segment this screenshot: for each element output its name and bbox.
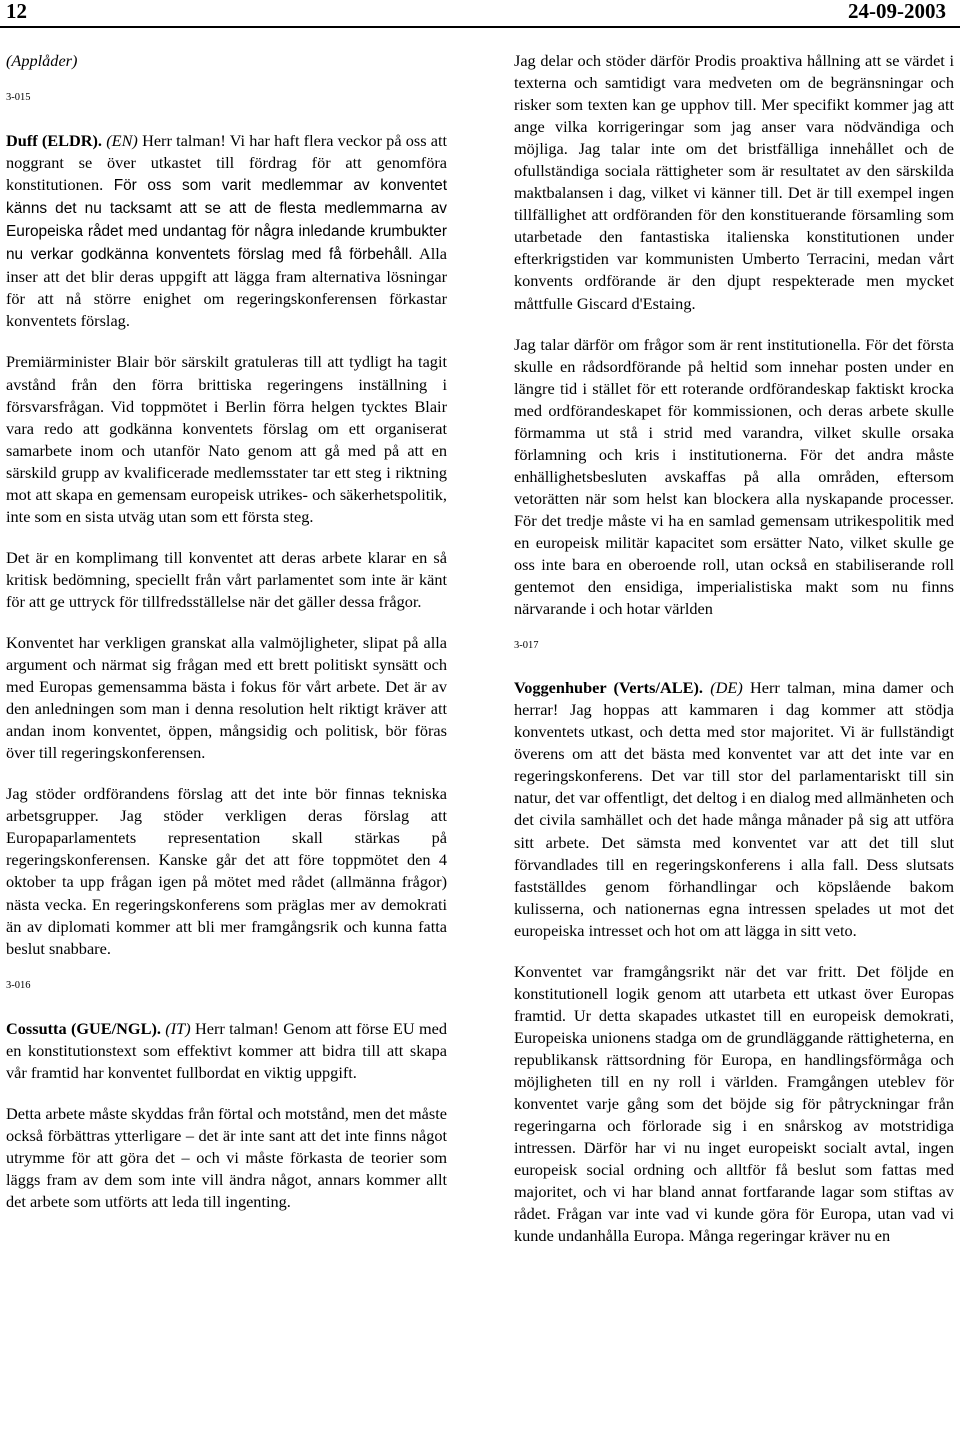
language-tag: (DE): [710, 678, 743, 698]
paragraph-blair: Premiärminister Blair bör särskilt gratuleras till att tydligt ha tagit avstånd från den förra brittiska regeringens inställning i försvarsfrågan. Vid toppmötet i Berlin förra helgen tycktes Blair vara redo att godkänna konventets förslag om ett organiserat samarbete inom och utanför Nato genom att gå med på att en särskild grupp av kvalificerade medlemsstater tar ett steg i riktning mot att skapa en gemensam europeisk utrikes- och säkerhetspolitik, inte som en sista utväg utan som ett första steg.: [6, 352, 447, 526]
speaker-name: Cossutta (GUE/NGL).: [6, 1018, 161, 1038]
speech-text: Herr talman! Genom att förse EU med en konstitutionstext som effektivt kommer att bidra till att skapa vår framtid har konventet fullbordat en viktig uppgift.: [6, 1018, 448, 1082]
page-header: [0, 0, 960, 28]
speech-ref-3-015: 3-015: [6, 92, 31, 104]
speaker-name: Duff (ELDR).: [6, 131, 102, 151]
cossutta-speech: [6, 1018, 447, 1084]
left-column: [6, 50, 447, 1232]
paragraph-options: Konventet har verkligen granskat alla valmöjligheter, slipat på alla argument och närmat sig frågan med ett brett politiskt synsätt och med Europas gemensamma bästa i fokus för vårt arbete. Det är av den anledningen som man i denna resolution helt riktigt kräver att andan inom konventet, öppen, mångsidig och politisk, bör föras över till regeringskonferensen.: [6, 632, 447, 763]
speech-text-sans: För oss som varit medlemmar av konventet känns det nu tacksamt att se att de flesta medlemmarna av Europeiska rådet med undantag för några inledande krumbukter nu verkar godkänna konventets förslag med få förbehåll.: [6, 177, 447, 264]
paragraph-protect: Detta arbete måste skyddas från förtal och motstånd, men det måste också förbättras ytterligare – det är inte sant att det inte finns något utrymme för att göra det – och vi måste förkasta de teorier som läggs fram av dem som inte vill ändra något, annars kommer allt det arbete som utförts att leda till ingenting.: [6, 1103, 447, 1211]
page-date: 24-09-2003: [848, 0, 946, 23]
voggenhuber-speech: [514, 677, 954, 942]
duff-speech: [6, 130, 447, 332]
paragraph-prodi: Jag delar och stöder därför Prodis proaktiva hållning att se värdet i texterna och samtidigt vara medveten om de begränsningar och risker som texten kan ge upphov till. Mer specifikt kommer jag att ange vilka korrigeringar som jag anser vara nödvändiga och möjliga. Jag talar inte om det bristfälliga innehållet och de ofullständiga sociala rättigheter som är resultatet av den särskilda maktbalansen i dag, vilket vi känner till. Det är till exempel ingen tillfällighet att ordföranden för den konstituerande församling som utarbetade den fantastiska italienska konstitutionen under efterkrigstiden var kommunisten Umberto Terracini, medan vårt konvents ordförande är den djupt respekterade men mycket måttfulle Giscard d'Estaing.: [514, 51, 954, 313]
language-tag: (EN): [106, 131, 138, 151]
applause-note: (Applåder): [6, 51, 78, 70]
language-tag: (IT): [165, 1018, 191, 1038]
speaker-name: Voggenhuber (Verts/ALE).: [514, 678, 703, 698]
speech-ref-3-016: 3-016: [6, 979, 31, 991]
paragraph-support: Jag stöder ordförandens förslag att det inte bör finnas tekniska arbetsgrupper. Jag stöder verkligen deras förslag att Europaparlamentets representation skall stärkas på regeringskonferensen. Kanske går det att före toppmötet den 4 oktober ta upp frågan igen på mötet med rådet (allmänna frågor) nästa vecka. En regeringskonferens som präglas mer av demokrati än av diplomati kommer att bli mer framgångsrik och kunna fatta beslut snabbare.: [6, 784, 447, 958]
speech-ref-3-017: 3-017: [514, 640, 539, 652]
speech-text: Herr talman! Vi har haft flera veckor på oss att noggrant se över utkastet till fördrag för att genomföra konstitutionen.: [6, 131, 448, 195]
page-number: 12: [6, 0, 27, 23]
paragraph-success: Konventet var framgångsrikt när det var fritt. Det följde en konstitutionell logik genom att utarbeta ett utkast över Europas framtid. Ur detta skapades utkastet till en europeisk demokrati, Europeiska unionens stadga om de grundläggande rättigheterna, en republikansk rättsordning för Europa, en handlingsförmåga och möjligheten till en ny roll i världen. Framgången uteblev för konventet varje gång som det böjde sig för påtryckningar från regeringarna och förlorade sig i en snårskog av motstridiga intressen. Därför har vi nu inget europeiskt socialt avtal, ingen europeisk social ordning och alltför få beslut som fattas med majoritet, och vi har bland annat fortfarande lagar som stiftas av rådet. Frågan var inte vad vi kunde göra för Europa, utan vad vi kunde undanhålla Europa. Många regeringar kräver nu en: [514, 961, 954, 1246]
speech-text-end: Alla inser att det blir deras uppgift att lägga fram alternativa lösningar för att nå större enighet om regeringskonferensen förkastar konventets förslag.: [6, 244, 447, 331]
paragraph-institutional: Jag talar därför om frågor som är rent institutionella. För det första skulle en rådsordförande på heltid som innehar posten under en längre tid i stället för ett roterande ordförandeskap faktiskt krocka med ordförandeskapet för kommissionen, och deras arbete skulle förmamma ut stå i strid med varandra, vilket skulle orsaka förlamning och kris i institutionerna. För det andra måste enhällighetsbesluten avskaffas på alla områden, eftersom vetorätten när som helst kan blockera alla nyskapande processer. För det tredje måste vi ha en samlad gemensam utrikespolitik med en europeisk militär kapacitet som ersätter Nato, vilket skulle ge oss inte bara en oberoende roll, utan också en stabiliserande roll gentemot den ensidiga, imperialistiska makt som nu finns närvarande i och hotar världen: [514, 334, 954, 619]
paragraph-compliment: Det är en komplimang till konventet att deras arbete klarar en så kritisk bedömning, speciellt från vårt parlamentet som inte är känt för att ge uttryck för tillfredsställelse när det gäller dessa frågor.: [6, 547, 447, 611]
right-column: [514, 50, 954, 1266]
speech-text: Herr talman, mina damer och herrar! Jag hoppas att kammaren i dag kommer att stödja konventets utkast, och detta med stor majoritet. Vi är fullständigt överens om att det bästa med konventet var att det inte var en regeringskonferens. Det var till stor del parlamentariskt till sin natur, det var offentligt, det deltog i en dialog med allmänheten och det civila samhället och det hade många månader på sig att utföra sitt arbete. Det sämsta med konventet var att det till slut förvandlades till en regeringskonferens i alla fall. Dess slutsats fastställdes genom förhandlingar och köpslående bakom kulisserna, och nationernas egna intressen spelades ut mot det europeiska intresset och hot om att lägga in sitt veto.: [514, 678, 954, 940]
